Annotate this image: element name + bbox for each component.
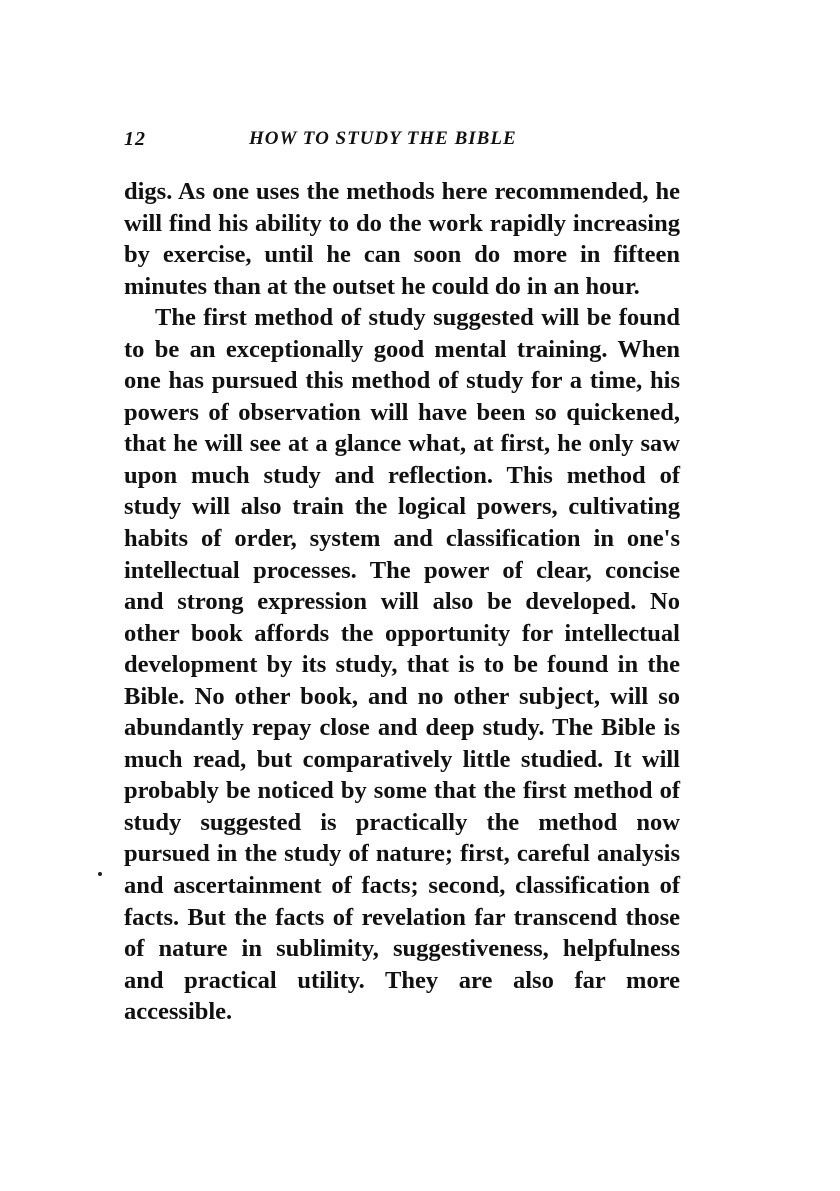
paragraph: digs. As one uses the methods here recommended, he will find his ability to do the work rapidly increasing by exercise, until he can soon do more in fifteen minutes than at the outset he could do in an hour. xyxy=(124,178,680,300)
margin-mark xyxy=(98,872,102,876)
running-head xyxy=(124,128,684,156)
page-number: 12 xyxy=(124,128,146,150)
body-text xyxy=(124,176,680,1028)
running-title: HOW TO STUDY THE BIBLE xyxy=(249,128,517,149)
paragraph: The first method of study suggested will be found to be an exceptionally good mental training. When one has pursued this method of study for a time, his powers of observation will have been so quickened, that he will see at a glance what, at first, he only saw upon much study and reflection. This method of study will also train the logical powers, cultivating habits of order, system and classification in one's intellectual processes. The power of clear, concise and strong expression will also be developed. No other book affords the opportunity for intellectual development by its study, that is to be found in the Bible. No other book, and no other subject, will so abundantly repay close and deep study. The Bible is much read, but comparatively little studied. It will probably be noticed by some that the first method of study suggested is practically the method now pursued in the study of nature; first, careful analysis and ascertainment of facts; second, classification of facts. But the facts of revelation far transcend those of nature in sublimity, suggestiveness, helpfulness and practical utility. They are also far more accessible. xyxy=(124,304,680,1026)
